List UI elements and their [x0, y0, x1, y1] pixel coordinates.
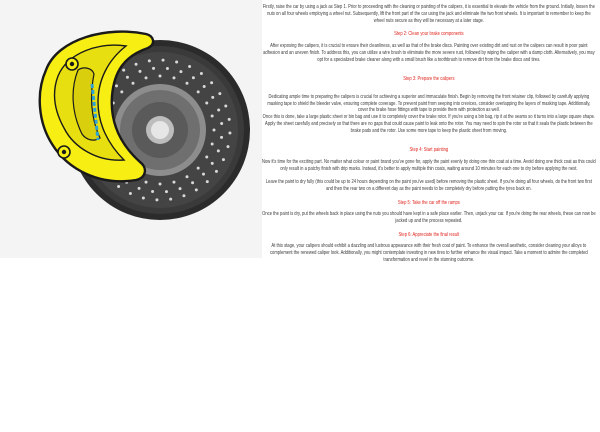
- disc-drill-hole: [169, 198, 172, 201]
- step-heading: Step 6: Appreciate the final result: [398, 231, 460, 238]
- article-body: [262, 4, 596, 270]
- disc-drill-hole: [217, 108, 220, 111]
- step-paragraph: Leave the paint to dry fully (this could be up to 24 hours depending on the paint you've used) before removing the plastic sheet. If you're doing all four wheels, do the front two first and then the rear two on a different day as the paint needs to be completely dry before putting the tyres back on.: [265, 179, 592, 193]
- disc-drill-hole: [179, 70, 182, 73]
- disc-drill-hole: [222, 158, 225, 161]
- disc-drill-hole: [122, 69, 125, 72]
- disc-drill-hole: [195, 188, 198, 191]
- disc-drill-hole: [117, 185, 120, 188]
- disc-drill-hole: [205, 102, 208, 105]
- disc-drill-hole: [182, 194, 185, 197]
- disc-drill-hole: [228, 132, 231, 135]
- disc-drill-hole: [126, 76, 129, 79]
- disc-drill-hole: [151, 190, 154, 193]
- disc-drill-hole: [197, 167, 200, 170]
- disc-drill-hole: [211, 142, 214, 145]
- disc-drill-hole: [159, 183, 162, 186]
- step-heading: Step 3: Prepare the calipers: [403, 75, 455, 82]
- disc-drill-hole: [191, 181, 194, 184]
- disc-drill-hole: [172, 76, 175, 79]
- disc-drill-hole: [200, 72, 203, 75]
- disc-drill-hole: [213, 129, 216, 132]
- step-paragraph: Once this is done, take a large plastic sheet or bin bag and use it to completely cover the brake rotor. If you're using a bin bag, rip it at the seams so it turns into a large square shape. Apply the sheet carefully and precisely so that there are no gaps that could cause paint to leak onto the rotor. You may need to spin the rotor so that it seals the plastic between the brake pads and the rotor. Use some more tape to keep the plastic sheet from moving.: [262, 114, 596, 134]
- disc-drill-hole: [205, 156, 208, 159]
- disc-drill-hole: [186, 175, 189, 178]
- step-paragraph: At this stage, your calipers should exhibit a dazzling and lustrous appearance with their fresh coat of paint. To enhance the overall aesthetic, consider cleaning your alloys to complement the renewed caliper look. Additionally, you might contemplate investing in new tires to further enhance the visual impact. Take a moment to admire the completed transformation and revel in the stunning outcome.: [269, 243, 588, 264]
- disc-drill-hole: [228, 118, 231, 121]
- disc-drill-hole: [138, 70, 141, 73]
- disc-drill-hole: [202, 173, 205, 176]
- disc-drill-hole: [132, 82, 135, 85]
- step-paragraph: Now it's time for the exciting part. No matter what colour or paint brand you've gone for, apply the paint evenly by doing one thin coat at a time. Avoid doing one thick coat as this could only result in a patchy finish with drip marks. Instead, it's better to apply multiple thin coats, waiting around 10 minutes for each one to dry before applying the next.: [262, 159, 596, 172]
- disc-drill-hole: [142, 196, 145, 199]
- disc-drill-hole: [120, 90, 123, 93]
- disc-drill-hole: [217, 149, 220, 152]
- disc-drill-hole: [152, 67, 155, 70]
- disc-drill-hole: [224, 105, 227, 108]
- disc-drill-hole: [211, 162, 214, 165]
- disc-drill-hole: [192, 76, 195, 79]
- disc-drill-hole: [179, 187, 182, 190]
- disc-drill-hole: [211, 115, 214, 118]
- disc-drill-hole: [172, 181, 175, 184]
- brake-caliper-illustration: [28, 20, 264, 222]
- step-paragraph: Dedicating ample time to preparing the calipers is crucial for achieving a superior and immaculate finish. Begin by removing the front retainer clip, followed by carefully applying masking tape to shield the bleeder valve, ensuring complete coverage. To prevent paint from seeping into crevices, consider overlapping the layers of masking tape. Additionally, cover the brake hose fittings with tape to provide them with protection as well.: [267, 93, 591, 114]
- disc-drill-hole: [129, 192, 132, 195]
- disc-drill-hole: [220, 122, 223, 125]
- disc-drill-hole: [215, 170, 218, 173]
- disc-drill-hole: [211, 96, 214, 99]
- disc-drill-hole: [148, 59, 151, 62]
- disc-drill-hole: [159, 75, 162, 78]
- disc-drill-hole: [206, 180, 209, 183]
- disc-drill-hole: [226, 145, 229, 148]
- step-heading: Step 5: Take the car off the ramps: [397, 199, 460, 206]
- disc-drill-hole: [165, 190, 168, 193]
- disc-drill-hole: [203, 85, 206, 88]
- disc-drill-hole: [220, 136, 223, 139]
- step-paragraph: After exposing the calipers, it is crucial to ensure their cleanliness, as well as that of the brake discs. Painting over existing dirt and rust on the calipers can result in poor paint adhesion and an uneven finish. To address this, you can utilize a wire brush to eliminate the more severe rust, followed by wiping the caliper with a damp cloth. Alternatively, you may opt for a specialized brake cleaner along with a small brush like a toothbrush to remove dirt from the brake discs and tires.: [263, 42, 595, 63]
- step-heading: Step 4: Start painting: [409, 147, 449, 154]
- intro-paragraph: Firstly, raise the car by using a jack as Step 1. Prior to proceeding with the cleaning or painting of the calipers, it is essential to elevate the vehicle from the ground. Initially, loosen the nuts on all four wheels employing a wheel nut. Subsequently, lift the front part of the car using the jack and eliminate the two front wheels. It is important to remember to keep the wheel nuts secure as they will be necessary at a later stage.: [262, 4, 595, 24]
- disc-drill-hole: [175, 61, 178, 64]
- disc-drill-hole: [166, 67, 169, 70]
- disc-drill-hole: [135, 63, 138, 66]
- disc-drill-hole: [188, 65, 191, 68]
- step-paragraph: Once the paint is dry, put the wheels back in place using the nuts you should have kept in a safe place earlier. Then, unjack your car. If you're doing the rear wheels, these can now be jacked up and the process repeated.: [262, 211, 596, 225]
- step-heading: Step 2: Clean your brake components: [394, 31, 464, 38]
- disc-drill-hole: [218, 92, 221, 95]
- disc-drill-hole: [115, 84, 118, 87]
- disc-drill-hole: [197, 90, 200, 93]
- disc-drill-hole: [145, 76, 148, 79]
- image-panel: [0, 0, 262, 258]
- disc-drill-hole: [145, 181, 148, 184]
- disc-drill-hole: [162, 59, 165, 62]
- disc-drill-hole: [186, 82, 189, 85]
- disc-drill-hole: [155, 198, 158, 201]
- disc-drill-hole: [138, 187, 141, 190]
- disc-drill-hole: [210, 81, 213, 84]
